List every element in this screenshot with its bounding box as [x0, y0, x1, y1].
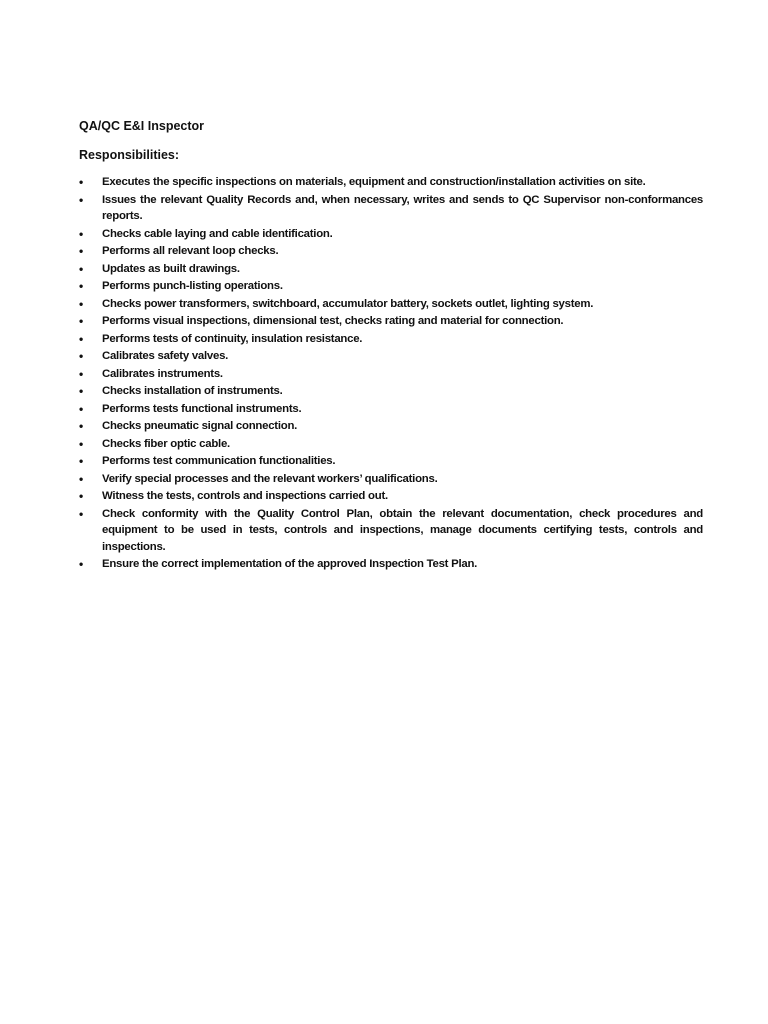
- list-item: [79, 278, 703, 295]
- list-item-text: Performs punch-listing operations.: [102, 280, 283, 292]
- list-item-text: Issues the relevant Quality Records and, when necessary, writes and sends to QC Supervisor non-conformances reports.: [102, 193, 703, 222]
- bullet-icon: •: [79, 296, 83, 311]
- bullet-icon: •: [79, 471, 83, 486]
- list-item-text: Checks installation of instruments.: [102, 385, 283, 397]
- list-item: [79, 366, 703, 383]
- list-item: [79, 174, 703, 191]
- list-item: [79, 331, 703, 348]
- bullet-icon: •: [79, 557, 83, 571]
- document-title: QA/QC E&I Inspector: [79, 119, 205, 133]
- list-item-text: Performs all relevant loop checks.: [102, 245, 279, 257]
- bullet-icon: •: [79, 192, 83, 207]
- responsibilities-list: [79, 174, 703, 573]
- bullet-icon: •: [79, 384, 83, 398]
- list-item-text: Updates as built drawings.: [102, 262, 240, 275]
- list-item: [79, 226, 703, 243]
- list-item-text: Verify special processes and the relevant workers’ qualifications.: [102, 472, 438, 485]
- list-item: [79, 401, 703, 418]
- bullet-icon: •: [79, 349, 83, 363]
- list-item-text: Checks power transformers, switchboard, accumulator battery, sockets outlet, lighting system.: [102, 297, 594, 310]
- bullet-icon: •: [79, 489, 83, 503]
- bullet-icon: •: [79, 454, 83, 468]
- list-item: [79, 243, 703, 260]
- list-item: [79, 192, 703, 225]
- list-item-text: Performs tests functional instruments.: [102, 402, 302, 415]
- bullet-icon: •: [79, 331, 83, 346]
- list-item-text: Executes the specific inspections on materials, equipment and construction/installation activities on site.: [102, 176, 646, 188]
- list-item: [79, 506, 703, 556]
- list-item: [79, 471, 703, 488]
- list-item-text: Calibrates safety valves.: [102, 350, 229, 362]
- bullet-icon: •: [79, 419, 83, 433]
- list-item-text: Calibrates instruments.: [102, 367, 223, 380]
- bullet-icon: •: [79, 261, 83, 276]
- list-item-text: Performs visual inspections, dimensional test, checks rating and material for connection.: [102, 315, 564, 327]
- list-item: [79, 348, 703, 365]
- list-item: [79, 556, 703, 573]
- bullet-icon: •: [79, 226, 83, 241]
- list-item: [79, 453, 703, 470]
- list-item-text: Performs test communication functionalities.: [102, 455, 336, 467]
- list-item: [79, 436, 703, 453]
- list-item-text: Checks fiber optic cable.: [102, 437, 230, 450]
- document-content: [79, 118, 703, 574]
- list-item: [79, 488, 703, 505]
- responsibilities-heading: Responsibilities:: [79, 148, 180, 162]
- bullet-icon: •: [79, 436, 83, 451]
- list-item-text: Performs tests of continuity, insulation resistance.: [102, 332, 363, 345]
- bullet-icon: •: [79, 506, 83, 521]
- list-item-text: Witness the tests, controls and inspections carried out.: [102, 490, 388, 502]
- list-item-text: Ensure the correct implementation of the approved Inspection Test Plan.: [102, 558, 478, 570]
- bullet-icon: •: [79, 279, 83, 293]
- list-item: [79, 296, 703, 313]
- bullet-icon: •: [79, 244, 83, 258]
- list-item: [79, 383, 703, 400]
- list-item: [79, 418, 703, 435]
- bullet-icon: •: [79, 175, 83, 189]
- list-item-text: Check conformity with the Quality Control Plan, obtain the relevant documentation, check procedures and equipment to be used in tests, controls and inspections, manage documents certifying tests, controls and inspections.: [102, 507, 703, 553]
- list-item-text: Checks cable laying and cable identification.: [102, 227, 333, 240]
- bullet-icon: •: [79, 366, 83, 381]
- list-item: [79, 313, 703, 330]
- list-item-text: Checks pneumatic signal connection.: [102, 420, 298, 432]
- bullet-icon: •: [79, 401, 83, 416]
- bullet-icon: •: [79, 314, 83, 328]
- list-item: [79, 261, 703, 278]
